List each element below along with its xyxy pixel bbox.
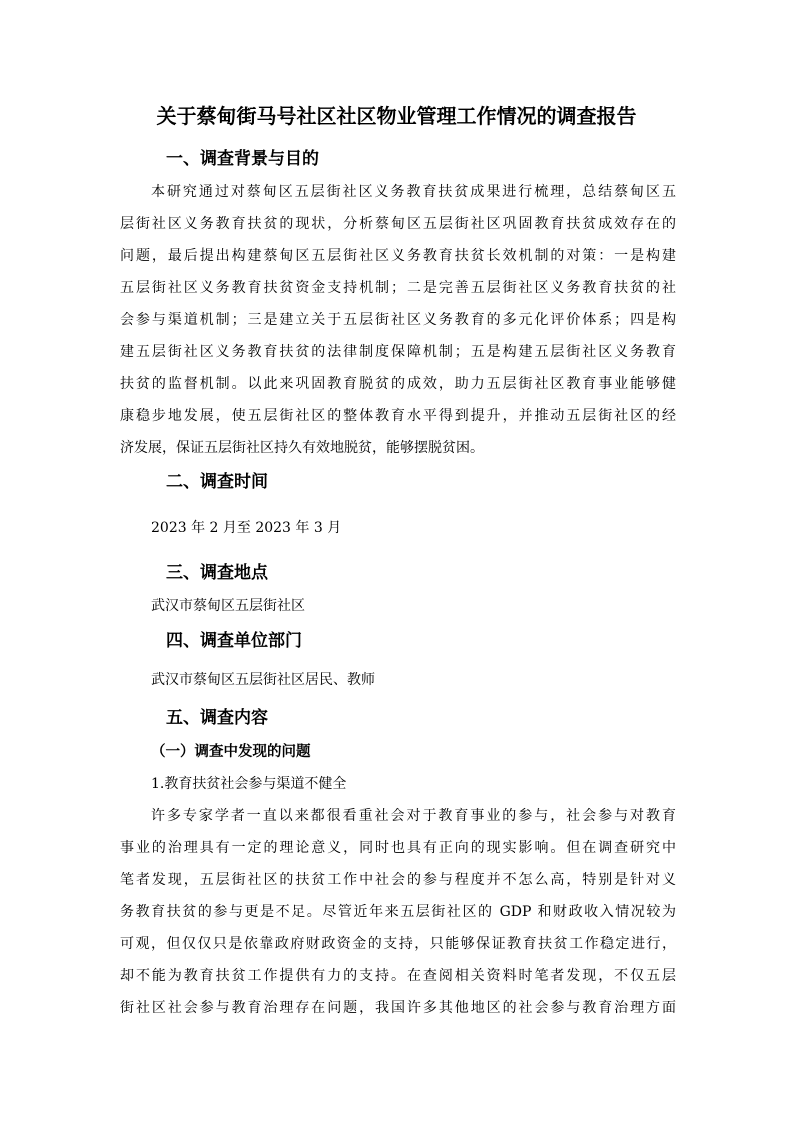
survey-time-text: 2023 年 2 月至 2023 年 3 月 bbox=[151, 520, 342, 536]
paragraph-line: 许多专家学者一直以来都很看重社会对于教育事业的参与，社会参与对教育 bbox=[151, 808, 676, 824]
document-title: 关于蔡甸街马号社区社区物业管理工作情况的调查报告 bbox=[156, 104, 637, 128]
section-heading-location: 三、调查地点 bbox=[166, 563, 268, 583]
section-heading-content: 五、调查内容 bbox=[166, 708, 268, 728]
section-heading-units: 四、调查单位部门 bbox=[166, 631, 302, 651]
survey-units-text: 武汉市蔡甸区五层街社区居民、教师 bbox=[151, 672, 375, 688]
survey-location-text: 武汉市蔡甸区五层街社区 bbox=[151, 598, 305, 614]
item-title: 1.教育扶贫社会参与渠道不健全 bbox=[151, 776, 347, 792]
section-heading-background: 一、调查背景与目的 bbox=[166, 149, 319, 169]
paragraph-line: 建五层街社区义务教育扶贫的法律制度保障机制；五是构建五层街社区义务教育 bbox=[120, 344, 676, 360]
paragraph-line: 务教育扶贫的参与更是不足。尽管近年来五层街社区的 GDP 和财政收入情况较为 bbox=[120, 904, 676, 920]
paragraph-line: 五层街社区义务教育扶贫资金支持机制；二是完善五层街社区义务教育扶贫的社 bbox=[120, 280, 676, 296]
paragraph-line: 街社区社会参与教育治理存在问题，我国许多其他地区的社会参与教育治理方面 bbox=[120, 1000, 676, 1016]
paragraph-line: 本研究通过对蔡甸区五层街社区义务教育扶贫成果进行梳理，总结蔡甸区五 bbox=[151, 184, 676, 200]
paragraph-line: 可观，但仅仅只是依靠政府财政资金的支持，只能够保证教育扶贫工作稳定进行， bbox=[120, 936, 676, 952]
section-heading-time: 二、调查时间 bbox=[166, 472, 268, 492]
paragraph-line: 笔者发现，五层街社区的扶贫工作中社会的参与程度并不怎么高，特别是针对义 bbox=[120, 872, 676, 888]
subsection-heading-problems: （一）调查中发现的问题 bbox=[151, 744, 311, 760]
paragraph-line: 扶贫的监督机制。以此来巩固教育脱贫的成效，助力五层街社区教育事业能够健 bbox=[120, 376, 676, 392]
paragraph-line: 济发展，保证五层街社区持久有效地脱贫，能够摆脱贫困。 bbox=[120, 440, 484, 456]
paragraph-line: 康稳步地发展，使五层街社区的整体教育水平得到提升，并推动五层街社区的经 bbox=[120, 408, 676, 424]
paragraph-line: 会参与渠道机制；三是建立关于五层街社区义务教育的多元化评价体系；四是构 bbox=[120, 312, 676, 328]
paragraph-line: 层街社区义务教育扶贫的现状，分析蔡甸区五层街社区巩固教育扶贫成效存在的 bbox=[120, 216, 676, 232]
paragraph-line: 问题，最后提出构建蔡甸区五层街社区义务教育扶贫长效机制的对策：一是构建 bbox=[120, 248, 676, 264]
paragraph-line: 却不能为教育扶贫工作提供有力的支持。在查阅相关资料时笔者发现，不仅五层 bbox=[120, 968, 676, 984]
paragraph-line: 事业的治理具有一定的理论意义，同时也具有正向的现实影响。但在调查研究中 bbox=[120, 840, 676, 856]
